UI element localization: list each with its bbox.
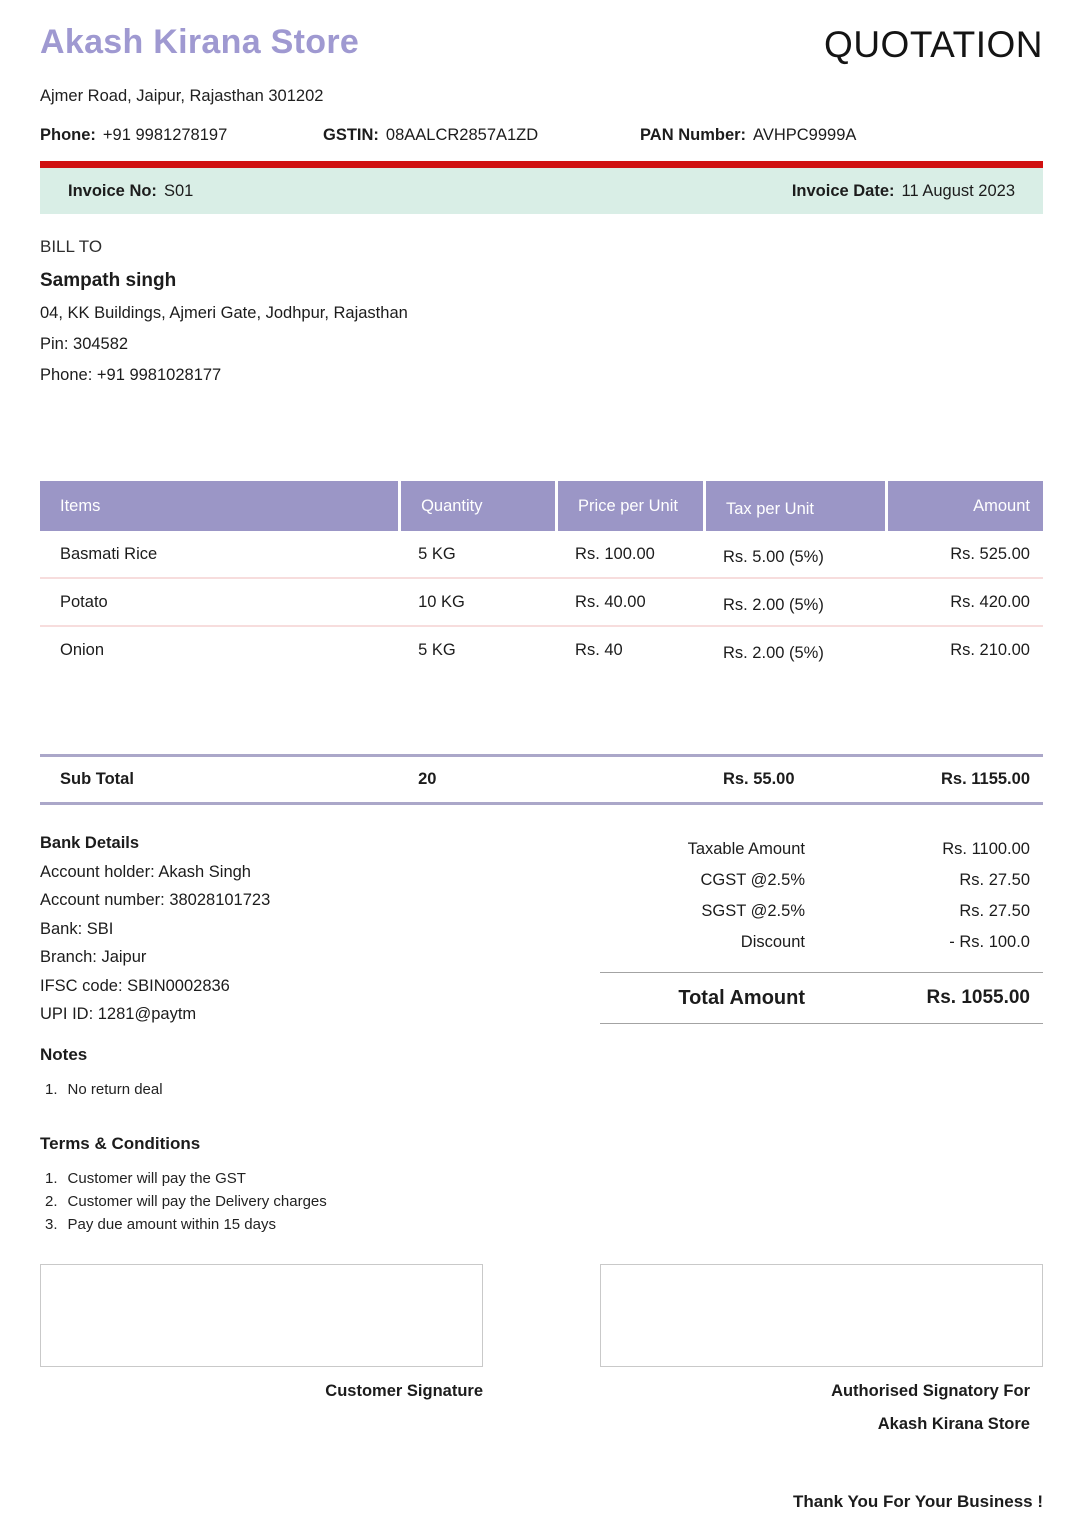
- total-amount-label: Total Amount: [678, 986, 805, 1009]
- summary-label: SGST @2.5%: [701, 902, 805, 920]
- table-row: [40, 627, 1043, 673]
- terms-heading: Terms & Conditions: [40, 1134, 201, 1153]
- bank-and-summary-section: [40, 834, 1043, 1024]
- term-item: [40, 1190, 1043, 1213]
- term-item-text: Pay due amount within 15 days: [67, 1216, 276, 1233]
- customer-signature-box: [40, 1264, 483, 1367]
- customer-name: Sampath singh: [40, 270, 177, 291]
- store-pan-label: PAN Number:: [640, 126, 747, 144]
- terms-list: [40, 1167, 1043, 1236]
- term-item-number: 1.: [45, 1170, 58, 1187]
- item-amount: Rs. 210.00: [950, 640, 1030, 659]
- item-tax: Rs. 2.00 (5%): [722, 595, 824, 614]
- items-table-header: [40, 481, 1043, 531]
- invoice-number-label: Invoice No:: [68, 181, 157, 200]
- signature-spacer: [483, 1264, 600, 1367]
- signature-labels-row: [40, 1382, 1043, 1434]
- customer-phone: Phone: +91 9981028177: [40, 366, 222, 384]
- store-gstin-value: 08AALCR2857A1ZD: [385, 126, 539, 144]
- terms-section: [40, 1134, 1043, 1236]
- table-row: [40, 531, 1043, 579]
- term-item: [40, 1213, 1043, 1236]
- bill-to-section: [40, 237, 1043, 385]
- authorised-signatory-store-name: Akash Kirana Store: [877, 1415, 1030, 1433]
- document-type-title: QUOTATION: [824, 24, 1043, 65]
- notes-heading: Notes: [40, 1045, 88, 1064]
- item-quantity: 10 KG: [418, 592, 465, 611]
- term-item: [40, 1167, 1043, 1190]
- note-item: [40, 1078, 1043, 1101]
- term-item-text: Customer will pay the GST: [67, 1170, 246, 1187]
- invoice-meta-bar: [40, 168, 1043, 214]
- bank-branch: Branch: Jaipur: [40, 948, 147, 966]
- bank-details-section: [40, 834, 600, 1024]
- invoice-number: [68, 182, 193, 201]
- summary-divider: [600, 1023, 1043, 1024]
- summary-value: Rs. 1100.00: [942, 840, 1030, 858]
- item-name: Onion: [60, 640, 105, 659]
- store-phone-label: Phone:: [40, 126, 96, 144]
- subtotal-quantity: 20: [418, 770, 437, 788]
- authorised-signatory-text: Authorised Signatory For: [831, 1382, 1030, 1400]
- table-row: [40, 579, 1043, 627]
- summary-row-discount: [600, 927, 1043, 958]
- item-price: Rs. 40: [575, 640, 623, 659]
- signature-spacer: [483, 1382, 600, 1434]
- store-contact-row: [40, 126, 1043, 145]
- item-name: Potato: [60, 592, 108, 611]
- column-header-tax-per-unit: Tax per Unit: [703, 481, 885, 531]
- item-name: Basmati Rice: [60, 544, 158, 563]
- red-divider: [40, 161, 1043, 168]
- column-header-quantity: Quantity: [398, 481, 555, 531]
- invoice-date-label: Invoice Date:: [791, 181, 895, 200]
- subtotal-label: Sub Total: [60, 770, 134, 788]
- subtotal-row: [40, 754, 1043, 805]
- column-header-items: Items: [60, 496, 101, 515]
- subtotal-amount: Rs. 1155.00: [941, 770, 1030, 788]
- customer-pin: Pin: 304582: [40, 335, 129, 353]
- invoice-date-value: 11 August 2023: [901, 181, 1015, 200]
- bill-to-heading: BILL TO: [40, 237, 103, 256]
- store-name: Akash Kirana Store: [40, 23, 360, 61]
- items-table: [40, 481, 1043, 673]
- item-price: Rs. 40.00: [575, 592, 646, 611]
- store-gstin-label: GSTIN:: [323, 126, 379, 144]
- amount-summary-section: [600, 834, 1043, 1024]
- notes-list: [40, 1078, 1043, 1101]
- document-header: [40, 23, 1043, 66]
- item-price: Rs. 100.00: [575, 544, 655, 563]
- summary-value: - Rs. 100.0: [949, 933, 1030, 951]
- store-phone: [40, 126, 323, 145]
- item-quantity: 5 KG: [418, 640, 456, 659]
- invoice-date: [792, 182, 1015, 201]
- authorised-signatory-label: [600, 1382, 1043, 1434]
- summary-label: Taxable Amount: [687, 840, 805, 858]
- summary-value: Rs. 27.50: [959, 902, 1030, 920]
- invoice-number-value: S01: [163, 181, 194, 200]
- customer-address: 04, KK Buildings, Ajmeri Gate, Jodhpur, Rajasthan: [40, 304, 408, 322]
- thank-you-message: Thank You For Your Business !: [792, 1492, 1043, 1511]
- authorised-signature-box: [600, 1264, 1043, 1367]
- summary-row-sgst: [600, 896, 1043, 927]
- item-quantity: 5 KG: [418, 544, 456, 563]
- store-phone-value: +91 9981278197: [102, 126, 228, 144]
- note-item-number: 1.: [45, 1081, 58, 1098]
- summary-row-cgst: [600, 865, 1043, 896]
- bank-account-holder: Account holder: Akash Singh: [40, 862, 251, 881]
- summary-label: CGST @2.5%: [700, 871, 805, 889]
- summary-label: Discount: [740, 933, 805, 951]
- signature-boxes-row: [40, 1264, 1043, 1367]
- column-header-price-per-unit: Price per Unit: [555, 481, 703, 531]
- bank-account-number: Account number: 38028101723: [40, 891, 271, 909]
- column-header-amount: Amount: [885, 481, 1043, 531]
- customer-signature-label: Customer Signature: [325, 1382, 483, 1400]
- bank-upi-id: UPI ID: 1281@paytm: [40, 1005, 197, 1023]
- total-amount-value: Rs. 1055.00: [926, 987, 1030, 1008]
- item-tax: Rs. 5.00 (5%): [722, 547, 824, 566]
- note-item-text: No return deal: [67, 1081, 163, 1098]
- bank-details-heading: Bank Details: [40, 834, 140, 852]
- store-pan: [640, 126, 856, 145]
- store-gstin: [323, 126, 640, 145]
- bank-ifsc-code: IFSC code: SBIN0002836: [40, 976, 230, 995]
- total-amount-row: [600, 973, 1043, 1023]
- term-item-number: 2.: [45, 1193, 58, 1210]
- store-pan-value: AVHPC9999A: [753, 126, 857, 144]
- item-amount: Rs. 525.00: [950, 544, 1030, 563]
- term-item-number: 3.: [45, 1216, 58, 1233]
- summary-value: Rs. 27.50: [959, 871, 1030, 889]
- subtotal-tax: Rs. 55.00: [722, 770, 795, 788]
- item-amount: Rs. 420.00: [950, 592, 1030, 611]
- store-address: Ajmer Road, Jaipur, Rajasthan 301202: [40, 87, 324, 105]
- summary-row-taxable-amount: [600, 834, 1043, 865]
- item-tax: Rs. 2.00 (5%): [722, 643, 824, 662]
- term-item-text: Customer will pay the Delivery charges: [67, 1193, 327, 1210]
- bank-name: Bank: SBI: [40, 919, 114, 938]
- notes-section: [40, 1045, 1043, 1101]
